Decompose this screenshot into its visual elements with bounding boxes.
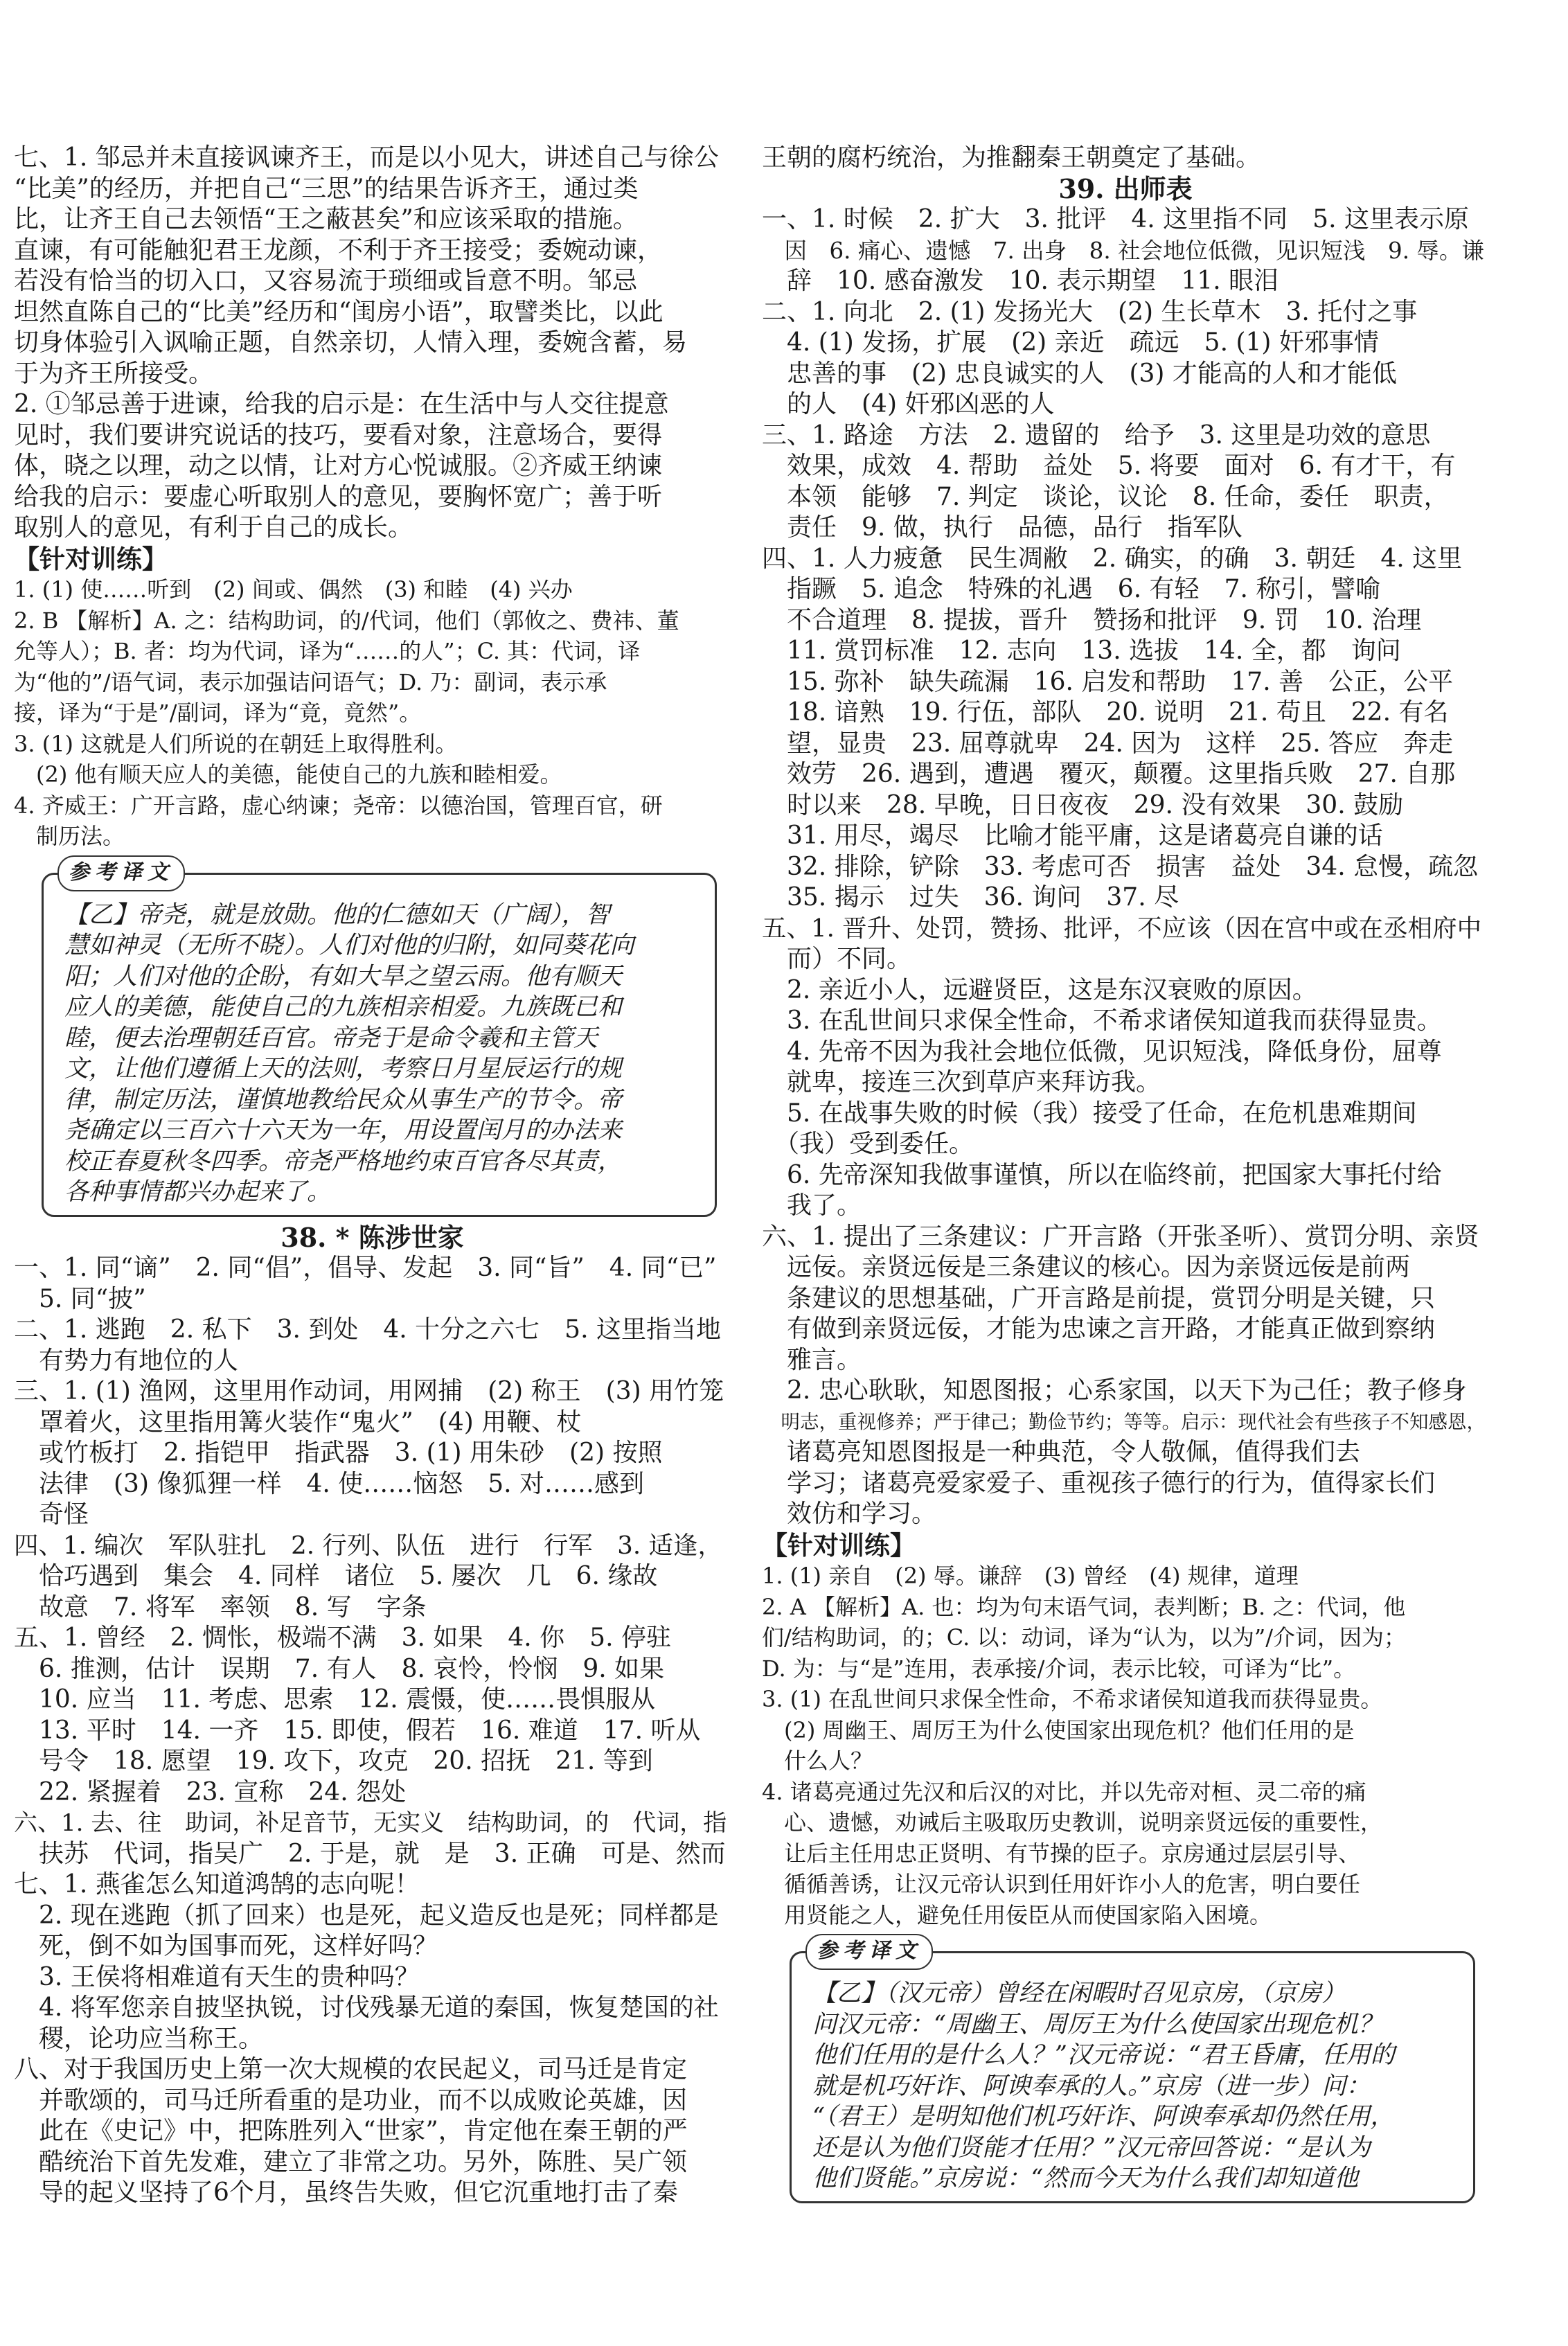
text-line: 为“他的”/语气词，表示加强诘问语气；D. 乃：副词，表示承 bbox=[14, 668, 607, 695]
text-line: 若没有恰当的切入口，又容易流于琐细或旨意不明。邹忌 bbox=[14, 267, 638, 295]
text-line: 本领 能够 7. 判定 谈论，议论 8. 任命，委任 职责， bbox=[762, 482, 1449, 511]
section-38-title: 38. * 陈涉世家 bbox=[280, 1221, 464, 1253]
text-line: 阳；人们对他的企盼，有如大旱之望云雨。他有顺天 bbox=[64, 962, 623, 990]
text-line: 31. 用尽，竭尽 比喻才能平庸，这是诸葛亮自谦的话 bbox=[762, 821, 1383, 850]
text-line: 而）不同。 bbox=[762, 945, 912, 973]
text-line: 3. (1) 这就是人们所说的在朝廷上取得胜利。 bbox=[14, 730, 458, 757]
text-line: 4. 先帝不因为我社会地位低微，见识短浅，降低身份，屈尊 bbox=[762, 1037, 1442, 1066]
text-line: 坦然直陈自己的“比美”经历和“闺房小语”，取譬类比，以此 bbox=[14, 297, 663, 326]
text-line: 慧如神灵（无所不晓）。人们对他的归附，如同葵花向 bbox=[64, 932, 634, 959]
text-line: 他们贤能。”京房说：“然而今天为什么我们却知道他 bbox=[812, 2165, 1359, 2192]
text-line: 32. 排除，铲除 33. 考虑可否 损害 益处 34. 怠慢，疏忽 bbox=[762, 852, 1479, 881]
text-line: 用贤能之人，避免任用佞臣从而使国家陷入困境。 bbox=[762, 1901, 1272, 1928]
left-column bbox=[14, 143, 731, 2209]
text-line: 导的起义坚持了6个月，虽终告失败，但它沉重地打击了秦 bbox=[14, 2178, 678, 2207]
text-line: 15. 弥补 缺失疏漏 16. 启发和帮助 17. 善 公正，公平 bbox=[762, 667, 1454, 696]
text-line: 尧确定以三百六十六天为一年，用设置闰月的办法来 bbox=[64, 1117, 623, 1144]
text-line: 制历法。 bbox=[14, 823, 125, 849]
text-line: 允等人）；B. 者：均为代词，译为“……的人”；C. 其：代词，译 bbox=[14, 638, 641, 664]
text-line: 死，倒不如为国事而死，这样好吗？ bbox=[14, 1932, 438, 1960]
text-line: 四、1. 编次 军队驻扎 2. 行列、队伍 进行 行军 3. 适逢， bbox=[14, 1531, 722, 1560]
text-line: 的人 (4) 奸邪凶恶的人 bbox=[762, 390, 1055, 418]
text-line: 忠善的事 (2) 忠良诚实的人 (3) 才能高的人和才能低 bbox=[762, 359, 1397, 388]
text-line: 各种事情都兴办起来了。 bbox=[64, 1178, 332, 1206]
text-line: 七、1. 燕雀怎么知道鸿鹄的志向呢！ bbox=[14, 1870, 420, 1899]
text-line: 他们任用的是什么人？”汉元帝说：“君王昏庸，任用的 bbox=[812, 2041, 1395, 2069]
text-line: 4. 诸葛亮通过先汉和后汉的对比，并以先帝对桓、灵二帝的痛 bbox=[762, 1778, 1366, 1805]
text-line: 一、1. 时候 2. 扩大 3. 批评 4. 这里指不同 5. 这里表示原 bbox=[762, 205, 1469, 233]
text-line: 就是机巧奸诈、阿谀奉承的人。”京房（进一步）问： bbox=[812, 2072, 1371, 2100]
text-line: 恰巧遇到 集会 4. 同样 诸位 5. 屡次 几 6. 缘故 bbox=[14, 1562, 658, 1590]
text-line: 4. 将军您亲自披坚执锐，讨伐残暴无道的秦国，恢复楚国的社 bbox=[14, 1993, 719, 2022]
text-line: “（君王）是明知他们机巧奸诈、阿谀奉承却仍然任用， bbox=[812, 2103, 1395, 2131]
text-line: 效仿和学习。 bbox=[762, 1500, 937, 1528]
text-line: 故意 7. 将军 率领 8. 写 字条 bbox=[14, 1592, 427, 1621]
text-line: (2) 周幽王、周厉王为什么使国家出现危机？他们任用的是 bbox=[762, 1716, 1355, 1743]
reference-translation-box bbox=[42, 860, 717, 1217]
text-line: 们/结构助词，的；C. 以：动词，译为“认为，以为”/介词，因为； bbox=[762, 1624, 1406, 1651]
text-line: 3. 在乱世间只求保全性命，不希求诸侯知道我而获得显贵。 bbox=[762, 1006, 1442, 1035]
text-line: 睦，便去治理朝廷百官。帝尧于是命令羲和主管天 bbox=[64, 1024, 598, 1052]
text-line: “比美”的经历，并把自己“三思”的结果告诉齐王，通过类 bbox=[14, 174, 639, 203]
text-line: （我）受到委任。 bbox=[762, 1130, 974, 1158]
section-7-answers bbox=[14, 143, 731, 544]
text-line: 见时，我们要讲究说话的技巧，要看对象，注意场合，要得 bbox=[14, 420, 663, 450]
text-line: 七、1. 邹忌并未直接讽谏齐王，而是以小见大，讲述自己与徐公 bbox=[14, 143, 719, 172]
text-line: 2. 现在逃跑（抓了回来）也是死，起义造反也是死；同样都是 bbox=[14, 1901, 719, 1930]
text-line: 问汉元帝：“周幽王、周厉王为什么使国家出现危机？ bbox=[812, 2010, 1382, 2038]
text-line: 还是认为他们贤能才任用？”汉元帝回答说：“是认为 bbox=[812, 2133, 1371, 2162]
right-column bbox=[762, 143, 1489, 2209]
text-line: 四、1. 人力疲惫 民生凋敝 2. 确实，的确 3. 朝廷 4. 这里 bbox=[762, 544, 1463, 573]
text-line: 11. 赏罚标准 12. 志向 13. 选拔 14. 全，都 询问 bbox=[762, 637, 1401, 665]
text-line: 比，让齐王自己去领悟“王之蔽甚矣”和应该采取的措施。 bbox=[14, 205, 638, 233]
text-line: 校正春夏秋冬四季。帝尧严格地约束百官各尽其责， bbox=[64, 1147, 623, 1175]
text-line: 什么人？ bbox=[762, 1748, 873, 1774]
training-heading-2: 【针对训练】 bbox=[762, 1529, 916, 1561]
reference-translation-badge: 参考译文 bbox=[57, 855, 185, 891]
text-line: 六、1. 去、往 助词，补足音节，无实义 结构助词，的 代词，指 bbox=[14, 1809, 727, 1837]
text-line: 因 6. 痛心、遗憾 7. 出身 8. 社会地位低微，见识短浅 9. 辱。谦 bbox=[762, 237, 1484, 264]
text-line: 22. 紧握着 23. 宣称 24. 怨处 bbox=[14, 1777, 407, 1806]
text-line: 35. 揭示 过失 36. 询问 37. 尽 bbox=[762, 883, 1179, 912]
reference-translation-text bbox=[64, 900, 698, 1208]
text-line: 诸葛亮知恩图报是一种典范，令人敬佩，值得我们去 bbox=[762, 1438, 1361, 1466]
text-line: 酷统治下首先发难，建立了非常之功。另外，陈胜、吴广领 bbox=[14, 2147, 688, 2176]
text-line: 有势力有地位的人 bbox=[14, 1346, 239, 1375]
text-line: 我了。 bbox=[762, 1191, 862, 1220]
text-line: 直谏，有可能触犯君王龙颜，不利于齐王接受；委婉动谏， bbox=[14, 236, 663, 265]
text-line: 雅言。 bbox=[762, 1345, 862, 1374]
text-line: 并歌颂的，司马迁所看重的是功业，而不以成败论英雄，因 bbox=[14, 2086, 688, 2115]
continued-line: 王朝的腐朽统治，为推翻秦王朝奠定了基础。 bbox=[762, 143, 1261, 172]
text-line: 【乙】（汉元帝）曾经在闲暇时召见京房，（京房） bbox=[812, 1980, 1346, 2007]
text-line: 切身体验引入讽喻正题，自然亲切，人情入理，委婉含蓄，易 bbox=[14, 328, 688, 357]
text-line: 望，显贵 23. 屈尊就卑 24. 因为 这样 25. 答应 奔走 bbox=[762, 729, 1454, 758]
text-line: 法律 (3) 像狐狸一样 4. 使……恼怒 5. 对……感到 bbox=[14, 1469, 645, 1498]
text-line: 6. 先帝深知我做事谨慎，所以在临终前，把国家大事托付给 bbox=[762, 1160, 1442, 1189]
text-line: 八、对于我国历史上第一次大规模的农民起义，司马迁是肯定 bbox=[14, 2055, 688, 2083]
text-line: 奇怪 bbox=[14, 1500, 89, 1529]
reference-translation-text-2 bbox=[812, 1978, 1456, 2194]
text-line: 号令 18. 愿望 19. 攻下，攻克 20. 招抚 21. 等到 bbox=[14, 1747, 653, 1775]
text-line: 明志，重视修养；严于律己；勤俭节约；等等。启示：现代社会有些孩子不知感恩， bbox=[762, 1410, 1486, 1433]
reference-translation-badge-2: 参考译文 bbox=[805, 1934, 933, 1970]
text-line: 二、1. 逃跑 2. 私下 3. 到处 4. 十分之六七 5. 这里指当地 bbox=[14, 1315, 721, 1344]
text-line: 10. 应当 11. 考虑、思索 12. 震慑，使……畏惧服从 bbox=[14, 1685, 656, 1714]
reference-translation-box-2 bbox=[790, 1939, 1475, 2203]
text-line: 6. 推测，估计 误期 7. 有人 8. 哀怜，怜悯 9. 如果 bbox=[14, 1654, 665, 1683]
text-line: 体，晓之以理，动之以情，让对方心悦诚服。②齐威王纳谏 bbox=[14, 452, 663, 480]
text-line: 循循善诱，让汉元帝认识到任用奸诈小人的危害，明白要任 bbox=[762, 1871, 1361, 1897]
text-line: 就卑，接连三次到草庐来拜访我。 bbox=[762, 1068, 1161, 1096]
text-line: 3. (1) 在乱世间只求保全性命，不希求诸侯知道我而获得显贵。 bbox=[762, 1686, 1383, 1712]
text-line: 于为齐王所接受。 bbox=[14, 359, 214, 388]
text-line: 条建议的思想基础，广开言路是前提，赏罚分明是关键，只 bbox=[762, 1283, 1436, 1313]
text-line: 辞 10. 感奋激发 10. 表示期望 11. 眼泪 bbox=[762, 267, 1279, 295]
text-line: 三、1. 路途 方法 2. 遗留的 给予 3. 这里是功效的意思 bbox=[762, 420, 1431, 450]
text-line: 稷，论功应当称王。 bbox=[14, 2024, 264, 2053]
training-answers-2 bbox=[762, 1561, 1489, 1930]
text-line: 应人的美德，能使自己的九族相亲相爱。九族既已和 bbox=[64, 993, 623, 1021]
text-line: 1. (1) 亲自 (2) 辱。谦辞 (3) 曾经 (4) 规律，道理 bbox=[762, 1563, 1299, 1589]
text-line: 【乙】帝尧，就是放勋。他的仁德如天（广阔），智 bbox=[64, 900, 610, 929]
training-heading: 【针对训练】 bbox=[14, 543, 168, 574]
text-line: 责任 9. 做，执行 品德，品行 指军队 bbox=[762, 513, 1242, 542]
text-line: 心、遗憾，劝诫后主吸取历史教训，说明亲贤远佞的重要性， bbox=[762, 1809, 1383, 1836]
text-line: 六、1. 提出了三条建议：广开言路（开张圣听）、赏罚分明、亲贤 bbox=[762, 1222, 1479, 1251]
section-38-answers bbox=[14, 1253, 731, 2209]
text-line: 罩着火，这里指用篝火装作“鬼火” (4) 用鞭、杖 bbox=[14, 1407, 582, 1437]
text-line: (2) 他有顺天应人的美德，能使自己的九族和睦相爱。 bbox=[14, 761, 562, 788]
text-line: 3. 王侯将相难道有天生的贵种吗？ bbox=[14, 1962, 420, 1991]
text-line: 远佞。亲贤远佞是三条建议的核心。因为亲贤远佞是前两 bbox=[762, 1253, 1411, 1281]
text-line: 不合道理 8. 提拔，晋升 赞扬和批评 9. 罚 10. 治理 bbox=[762, 605, 1422, 634]
text-line: 二、1. 向北 2. (1) 发扬光大 (2) 生长草木 3. 托付之事 bbox=[762, 297, 1418, 326]
text-line: 1. (1) 使……听到 (2) 间或、偶然 (3) 和睦 (4) 兴办 bbox=[14, 576, 573, 603]
text-line: 律，制定历法，谨慎地教给民众从事生产的节令。帝 bbox=[64, 1085, 623, 1114]
text-line: D. 为：与“是”连用，表承接/介词，表示比较，可译为“比”。 bbox=[762, 1655, 1356, 1682]
text-line: 有做到亲贤远佞，才能为忠谏之言开路，才能真正做到察纳 bbox=[762, 1315, 1436, 1343]
text-line: 5. 同“披” bbox=[14, 1284, 146, 1313]
training-answers bbox=[14, 574, 731, 852]
text-line: 五、1. 曾经 2. 惆怅，极端不满 3. 如果 4. 你 5. 停驻 bbox=[14, 1624, 671, 1652]
text-line: 2. 亲近小人，远避贤臣，这是东汉衰败的原因。 bbox=[762, 975, 1317, 1004]
text-line: 让后主任用忠正贤明、有节操的臣子。京房通过层层引导、 bbox=[762, 1840, 1361, 1867]
text-line: 三、1. (1) 渔网，这里用作动词，用网捕 (2) 称王 (3) 用竹笼 bbox=[14, 1377, 724, 1405]
text-line: 五、1. 晋升、处罚，赞扬、批评，不应该（因在宫中或在丞相府中 bbox=[762, 914, 1482, 943]
text-line: 取别人的意见，有利于自己的成长。 bbox=[14, 513, 413, 542]
section-39-title: 39. 出师表 bbox=[1058, 172, 1193, 204]
text-line: 效果，成效 4. 帮助 益处 5. 将要 面对 6. 有才干，有 bbox=[762, 452, 1456, 480]
text-line: 一、1. 同“谪” 2. 同“倡”，倡导、发起 3. 同“旨” 4. 同“已” bbox=[14, 1254, 717, 1282]
text-line: 4. (1) 发扬，扩展 (2) 亲近 疏远 5. (1) 奸邪事情 bbox=[762, 328, 1379, 357]
text-line: 指蹶 5. 追念 特殊的礼遇 6. 有轻 7. 称引，譬喻 bbox=[762, 575, 1381, 603]
text-line: 效劳 26. 遇到，遭遇 覆灭，颠覆。这里指兵败 27. 自那 bbox=[762, 760, 1456, 788]
text-line: 13. 平时 14. 一齐 15. 即使，假若 16. 难道 17. 听从 bbox=[14, 1716, 701, 1745]
text-line: 2. 忠心耿耿，知恩图报；心系家国，以天下为己任；教子修身 bbox=[762, 1376, 1467, 1405]
text-line: 接，译为“于是”/副词，译为“竟，竟然”。 bbox=[14, 700, 422, 726]
section-39-answers bbox=[762, 204, 1489, 1530]
text-line: 时以来 28. 早晚，日日夜夜 29. 没有效果 30. 鼓励 bbox=[762, 790, 1404, 819]
text-line: 5. 在战事失败的时候（我）接受了任命，在危机患难期间 bbox=[762, 1099, 1417, 1128]
text-line: 或竹板打 2. 指铠甲 指武器 3. (1) 用朱砂 (2) 按照 bbox=[14, 1439, 663, 1467]
text-line: 18. 谙熟 19. 行伍，部队 20. 说明 21. 苟且 22. 有名 bbox=[762, 698, 1449, 727]
text-line: 2. ①邹忌善于进谏，给我的启示是：在生活中与人交往提意 bbox=[14, 390, 669, 418]
text-line: 学习；诸葛亮爱家爱子、重视孩子德行的行为，值得家长们 bbox=[762, 1468, 1436, 1498]
text-line: 给我的启示：要虚心听取别人的意见，要胸怀宽广；善于听 bbox=[14, 482, 663, 511]
text-line: 文，让他们遵循上天的法则，考察日月星辰运行的规 bbox=[64, 1055, 623, 1083]
text-line: 2. B 【解析】A. 之：结构助词，的/代词，他们（郭攸之、费祎、董 bbox=[14, 607, 679, 634]
text-line: 2. A 【解析】A. 也：均为句末语气词，表判断；B. 之：代词，他 bbox=[762, 1593, 1406, 1620]
text-line: 此在《史记》中，把陈胜列入“世家”，肯定他在秦王朝的严 bbox=[14, 2117, 688, 2145]
text-line: 4. 齐威王：广开言路，虚心纳谏；尧帝：以德治国，管理百官，研 bbox=[14, 792, 663, 819]
text-line: 扶苏 代词，指吴广 2. 于是，就 是 3. 正确 可是、然而 bbox=[14, 1839, 726, 1868]
